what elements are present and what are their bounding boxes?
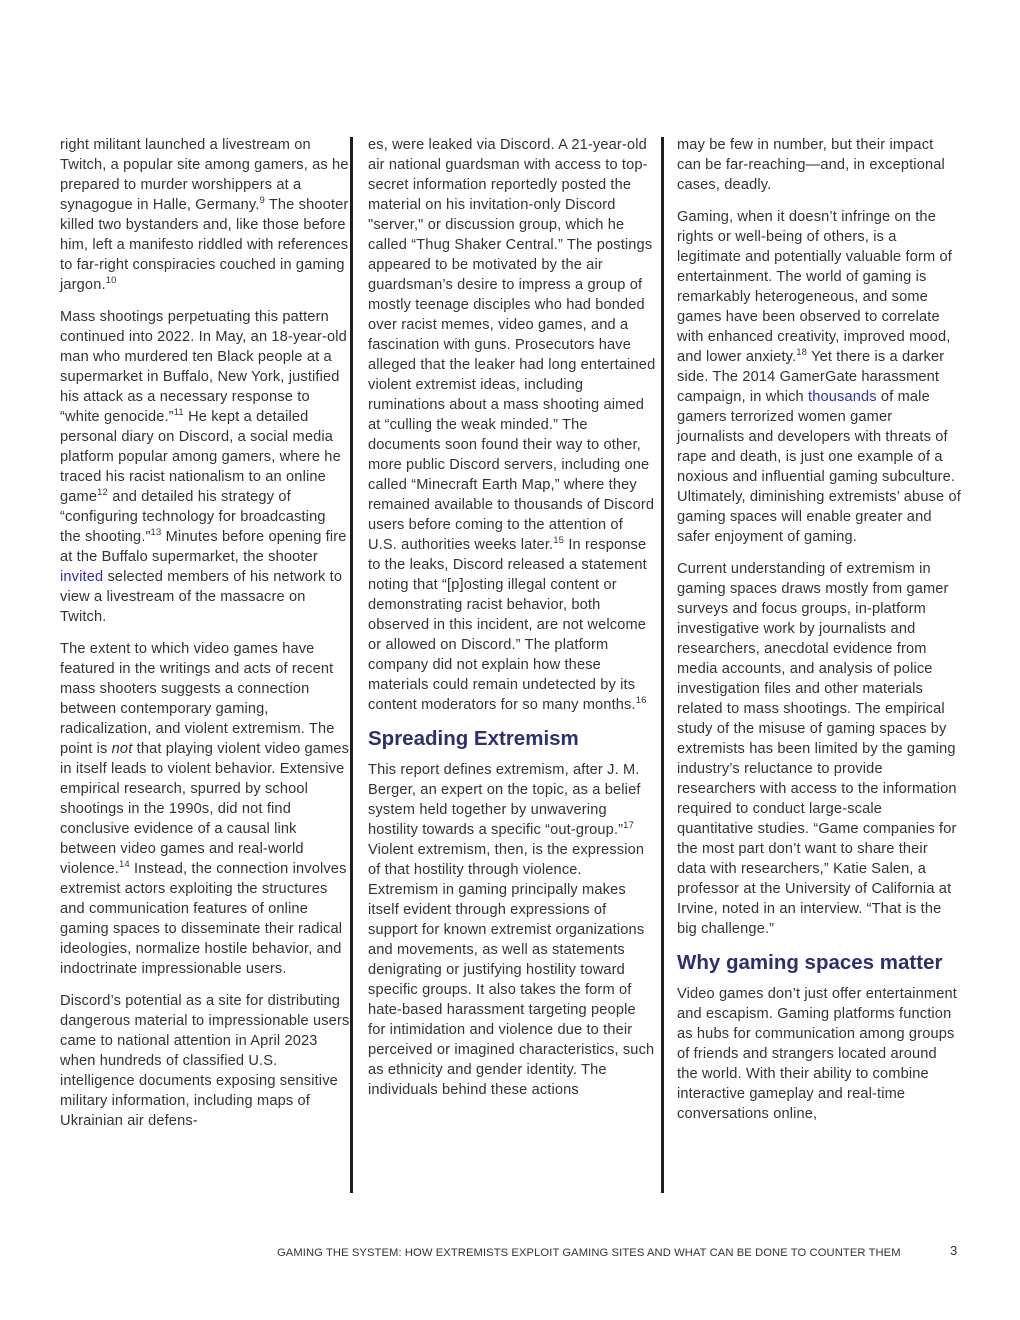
inline-link[interactable]: thousands: [808, 389, 877, 405]
body-paragraph: right militant launched a livestream on Twitch, a popular site among gamers, as he prepared to murder worshippers at a synagogue in Halle, Germany.$^9$ The shooter killed two bystanders and, like those before him, left a manifesto riddled with references to far-right conspiracies couched in gaming jargon.$^{10}$: [60, 137, 349, 293]
column-3: [677, 135, 961, 1136]
footnote-marker: 11: [173, 407, 184, 418]
section-heading: Why gaming spaces matter: [677, 951, 943, 974]
body-paragraph: may be few in number, but their impact can be far-reaching—and, in exceptional cases, deadly.: [677, 137, 945, 193]
body-paragraph: The extent to which video games have featured in the writings and acts of recent mass shooters suggests a connection between contemporary gaming, radicalization, and violent extremism. The point is not that playing violent video games in itself leads to violent behavior. Extensive empirical research, spurred by school shootings in the 1990s, did not find conclusive evidence of a causal link between video games and real-world violence.$^{14}$ Instead, the connection involves extremist actors exploiting the structures and communication features of online gaming spaces to disseminate their radical ideologies, normalize hostile behavior, and indoctrinate impressionable users.: [60, 641, 350, 977]
footnote-marker: 14: [118, 859, 130, 870]
section-heading: Spreading Extremism: [368, 727, 579, 750]
running-footer-title: GAMING THE SYSTEM: HOW EXTREMISTS EXPLOIT GAMING SITES AND WHAT CAN BE DONE TO COUNTER THEM: [277, 1247, 901, 1259]
body-paragraph: This report defines extremism, after J. M. Berger, an expert on the topic, as a belief system held together by unwavering hostility towards a specific “out-group.”$^{17}$ Violent extremism, then, is the expression of that hostility through violence. Extremism in gaming principally makes itself evident through expressions of support for known extremist organizations and movements, as well as statements denigrating or justifying hostility toward specific groups. It also takes the form of hate-based harassment targeting people for intimidation and violence due to their perceived or imagined characteristics, such as ethnicity and gender identity. The individuals behind these actions: [368, 762, 655, 1098]
footnote-marker: 12: [97, 487, 108, 498]
body-paragraph: Gaming, when it doesn’t infringe on the rights or well-being of others, is a legitimate and potentially valuable form of entertainment. The world of gaming is remarkably heterogeneous, and some games have been observed to correlate with enhanced creativity, improved mood, and lower anxiety.$^{18}$ Yet there is a darker side. The 2014 GamerGate harassment campaign, in which thousands of male gamers terrorized women gamer journalists and developers with threats of rape and death, is just one example of a noxious and influential gaming subculture. Ultimately, diminishing extremists’ abuse of gaming spaces will enable greater and safer enjoyment of gaming.: [677, 209, 961, 545]
emphasis-text: not: [111, 741, 133, 757]
body-paragraph: Discord’s potential as a site for distributing dangerous material to impressionable users came to national attention in April 2023 when hundreds of classified U.S. intelligence documents exposing sensitive military information, including maps of Ukrainian air defens-: [60, 993, 350, 1129]
column-2: [368, 135, 656, 1112]
footnote-marker: 10: [105, 275, 117, 286]
body-paragraph: Mass shootings perpetuating this pattern continued into 2022. In May, an 18-year-old man who murdered ten Black people at a supermarket in Buffalo, New York, justified his attack as a necessary response to “white genocide.”$^{11}$ He kept a detailed personal diary on Discord, a social media platform popular among gamers, where he traced his racist nationalism to an online game$^{12}$ and detailed his strategy of “configuring technology for broadcasting the shooting.”$^{13}$ Minutes before opening fire at the Buffalo supermarket, the shooter invited selected members of his network to view a livestream of the massacre on Twitch.: [60, 309, 347, 625]
footnote-marker: 9: [259, 195, 265, 206]
column-divider: [661, 137, 664, 1193]
footnote-marker: 18: [796, 347, 808, 358]
footnote-marker: 13: [150, 527, 162, 538]
footnote-marker: 17: [623, 820, 635, 831]
body-paragraph: Video games don’t just offer entertainment and escapism. Gaming platforms function as hubs for communication among groups of friends and strangers located around the world. With their ability to combine interactive gameplay and real-time conversations online,: [677, 986, 957, 1122]
body-paragraph: es, were leaked via Discord. A 21-year-old air national guardsman with access to top-secret information reportedly posted the material on his invitation-only Discord "server," or discussion group, which he called “Thug Shaker Central.” The postings appeared to be motivated by the air guardsman’s desire to impress a group of mostly teenage disciples who had bonded over racist memes, video games, and a fascination with guns. Prosecutors have alleged that the leaker had long entertained violent extremist ideas, including ruminations about a mass shooting aimed at “culling the weak minded.” The documents soon found their way to other, more public Discord servers, including one called “Minecraft Earth Map,” where they remained available to thousands of Discord users before coming to the attention of U.S. authorities weeks later.$^{15}$ In response to the leaks, Discord released a statement noting that “[p]osting illegal content or demonstrating racist behavior, both observed in this incident, are not welcome or allowed on Discord.” The platform company did not explain how these materials could remain undetected by its content moderators for so many months.$^{16}$: [368, 137, 656, 713]
footnote-marker: 16: [635, 695, 647, 706]
inline-link[interactable]: invited: [60, 569, 104, 585]
footnote-marker: 15: [553, 535, 565, 546]
column-1: [60, 135, 350, 1143]
column-divider: [350, 137, 353, 1193]
body-paragraph: Current understanding of extremism in gaming spaces draws mostly from gamer surveys and focus groups, in-platform investigative work by journalists and researchers, anecdotal evidence from media accounts, and analysis of police investigation files and other materials related to mass shootings. The empirical study of the misuse of gaming spaces by extremists has been limited by the gaming industry’s reluctance to provide researchers with access to the information required to conduct large-scale quantitative studies. “Game companies for the most part don’t want to share their data with researchers,” Katie Salen, a professor at the University of California at Irvine, noted in an interview. “That is the big challenge.”: [677, 561, 957, 937]
page-number: 3: [950, 1243, 958, 1258]
